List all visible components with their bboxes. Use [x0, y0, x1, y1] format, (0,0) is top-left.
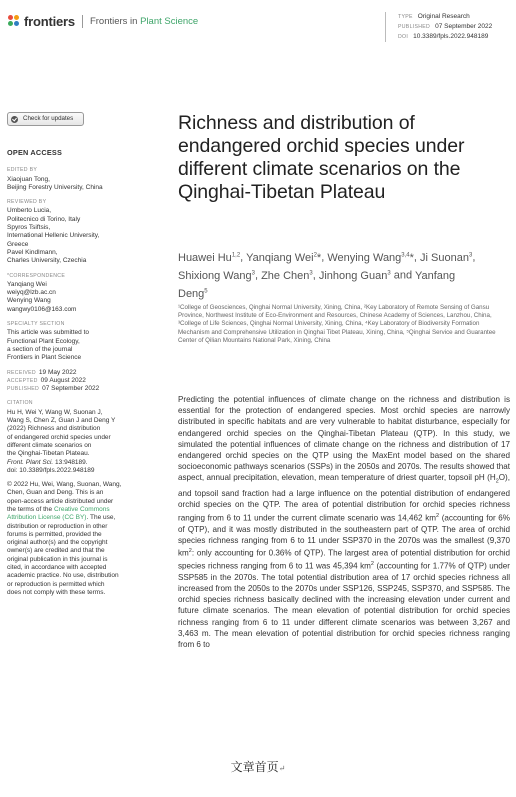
check-for-updates-button[interactable]: Check for updates — [7, 112, 84, 126]
email-link-wei[interactable]: weiyq@lzb.ac.cn — [7, 289, 56, 297]
correspondence: *CORRESPONDENCE Yanqiang Wei weiyq@lzb.ac.cn Wenying Wang wangwy0106@163.com — [7, 272, 127, 314]
article-title: Richness and distribution of endangered orchid species under different climate scenarios on the Qinghai-Tibetan Plateau — [178, 112, 465, 203]
journal-name: Frontiers in Plant Science — [89, 16, 199, 27]
header-divider — [82, 15, 83, 28]
frontiers-logo-icon — [8, 15, 21, 28]
author[interactable]: Shixiong Wang$^3$ — [178, 269, 255, 282]
abstract: Predicting the potential influences of climate change on the richness and distribution is essential for the protection of endangered species. Most orchid species are narrowly distributed in specific habitats and are very vulnerable to habitat disturbance, especially for endangered orchid species on the Qinghai-Tibetan Plateau (QTP). In this study, we simulated the potential influences of climate change on the richness and distribution of 17 endangered orchid species on the QTP using the MaxEnt model based on the shared socioeconomic pathways scenarios (SSPs) in the 2050s and 2070s. The results showed that aspect, annual precipitation, elevation, mean temperature of driest quarter, topsoil pH $(H_2O)$, and topsoil sand fraction had a large influence on the potential distribution of endangered orchid species on the QTP. The area of potential distribution for orchid species richness ranging from 6 to 11 under the current climate scenario was 14,462 $km^2$ (accounting for 6% of QTP), and it was mostly distributed in the southeastern part of QTP. The area of orchid species richness ranging from 6 to 11 under SSP370 in the 2070s was the smallest (9,370 $km^2$: only accounting for 0.36% of QTP). The largest area of potential distribution for orchid species richness ranging from 6 to 11 was 45,394 $km^2$ (accounting for 1.77% of QTP) under SSP585 in the 2070s. The total potential distribution area of 17 orchid species richness all increased from the 2050s to the 2070s under SSP126, SSP245, SSP370, and SSP585. The orchid species richness basically declined with the increasing elevation under current and future climate scenarios. The mean elevation of potential distribution for orchid species richness ranging from 6 to 11 under different climate scenarios was between 3,267 and 3,463 m. The mean elevation of potential distribution for orchid species richness ranging from 6 to — [178, 395, 511, 649]
return-mark-icon: ↵ — [278, 764, 286, 773]
author[interactable]: Zhe Chen$^3$ — [261, 269, 313, 282]
frontiers-logo[interactable] — [8, 14, 198, 29]
edited-by: EDITED BY Xiaojuan Tong, Beijing Forestry University, China — [7, 167, 103, 191]
footer-caption: 文章首页↵ — [230, 760, 286, 774]
license-link-cont[interactable]: Attribution License (CC BY) — [7, 514, 87, 522]
author[interactable]: Jinhong Guan$^3$ — [318, 269, 391, 282]
sidebar — [7, 112, 127, 603]
author[interactable]: Ji Suonan$^3$ — [420, 251, 473, 264]
citation: CITATION Hu H, Wei Y, Wang W, Suonan J, Wang S, Chen Z, Guan J and Deng Y (2022) Richness and distribution of endangered orchid species under different climate scenarios on the Qinghai-Tibetan Plateau. Front. Plant Sci. 13:948189. doi: 10.3389/fpls.2022.948189 — [7, 400, 116, 474]
author[interactable]: Wenying Wang$^{3,4}$* — [327, 251, 414, 264]
meta-published: PUBLISHED 07 September 2022 — [398, 23, 493, 30]
article-meta — [385, 12, 492, 42]
author[interactable]: Yanfang Deng$^5$ — [178, 269, 456, 300]
author[interactable]: Huawei Hu$^{1,2}$ — [178, 251, 241, 264]
author[interactable]: Yanqiang Wei$^2$* — [246, 251, 322, 264]
meta-doi: DOI 10.3389/fpls.2022.948189 — [398, 33, 489, 40]
copyright: © 2022 Hu, Wei, Wang, Suonan, Wang, Chen, Guan and Deng. This is an open-access article distributed under the terms of the Creative Commons Attribution License (CC BY). The use, distribution or reproduction in other forums is permitted, provided the original author(s) and the copyright owner(s) are credited and that the original publication in this journal is cited, in accordance with accepted academic practice. No use, distribution or reproduction is permitted which does not comply with these terms. — [7, 481, 122, 596]
specialty-section: SPECIALTY SECTION This article was submitted to Functional Plant Ecology, a section of the journal Frontiers in Plant Science — [7, 321, 90, 362]
license-link[interactable]: Creative Commons — [53, 505, 110, 513]
meta-type: TYPE Original Research — [398, 13, 470, 20]
frontiers-wordmark: frontiers — [24, 14, 75, 29]
author-list: Huawei Hu$^{1,2}$, Yanqiang Wei$^2$*, Wenying Wang$^{3,4}$*, Ji Suonan$^3$, Shixiong Wang$^3$, Zhe Chen$^3$, Jinhong Guan$^3$ and Yanfang Deng$^5$ — [178, 251, 476, 300]
email-link-wang[interactable]: wangwy0106@163.com — [7, 305, 77, 313]
reviewed-by: REVIEWED BY Umberto Lucia, Politecnico di Torino, Italy Spyros Tsiftsis, International Hellenic University, Greece Pavel Kindlmann, Charles University, Czechia — [7, 199, 100, 265]
open-access-label: OPEN ACCESS — [7, 148, 63, 157]
check-icon — [11, 116, 18, 123]
article-dates: RECEIVED 19 May 2022 ACCEPTED 09 August 2022 PUBLISHED 07 September 2022 — [7, 368, 100, 393]
affiliations: ¹College of Geosciences, Qinghai Normal University, Xining, China, ²Key Laboratory of Remote Sensing of Gansu Province, Northwest Institute of Eco-Environment and Resources, Chinese Academy of Sciences, Lanzhou, China, ³College of Life Sciences, Qinghai Normal University, Xining, China, ⁴Key Laboratory of Biodiversity Formation Mechanism and Comprehensive Utilization in Qinghai Tibet Plateau, Xining, China, ⁵Qinghai Service and Guarantee Center of Qilian Mountains National Park, Xining, China — [178, 304, 496, 344]
